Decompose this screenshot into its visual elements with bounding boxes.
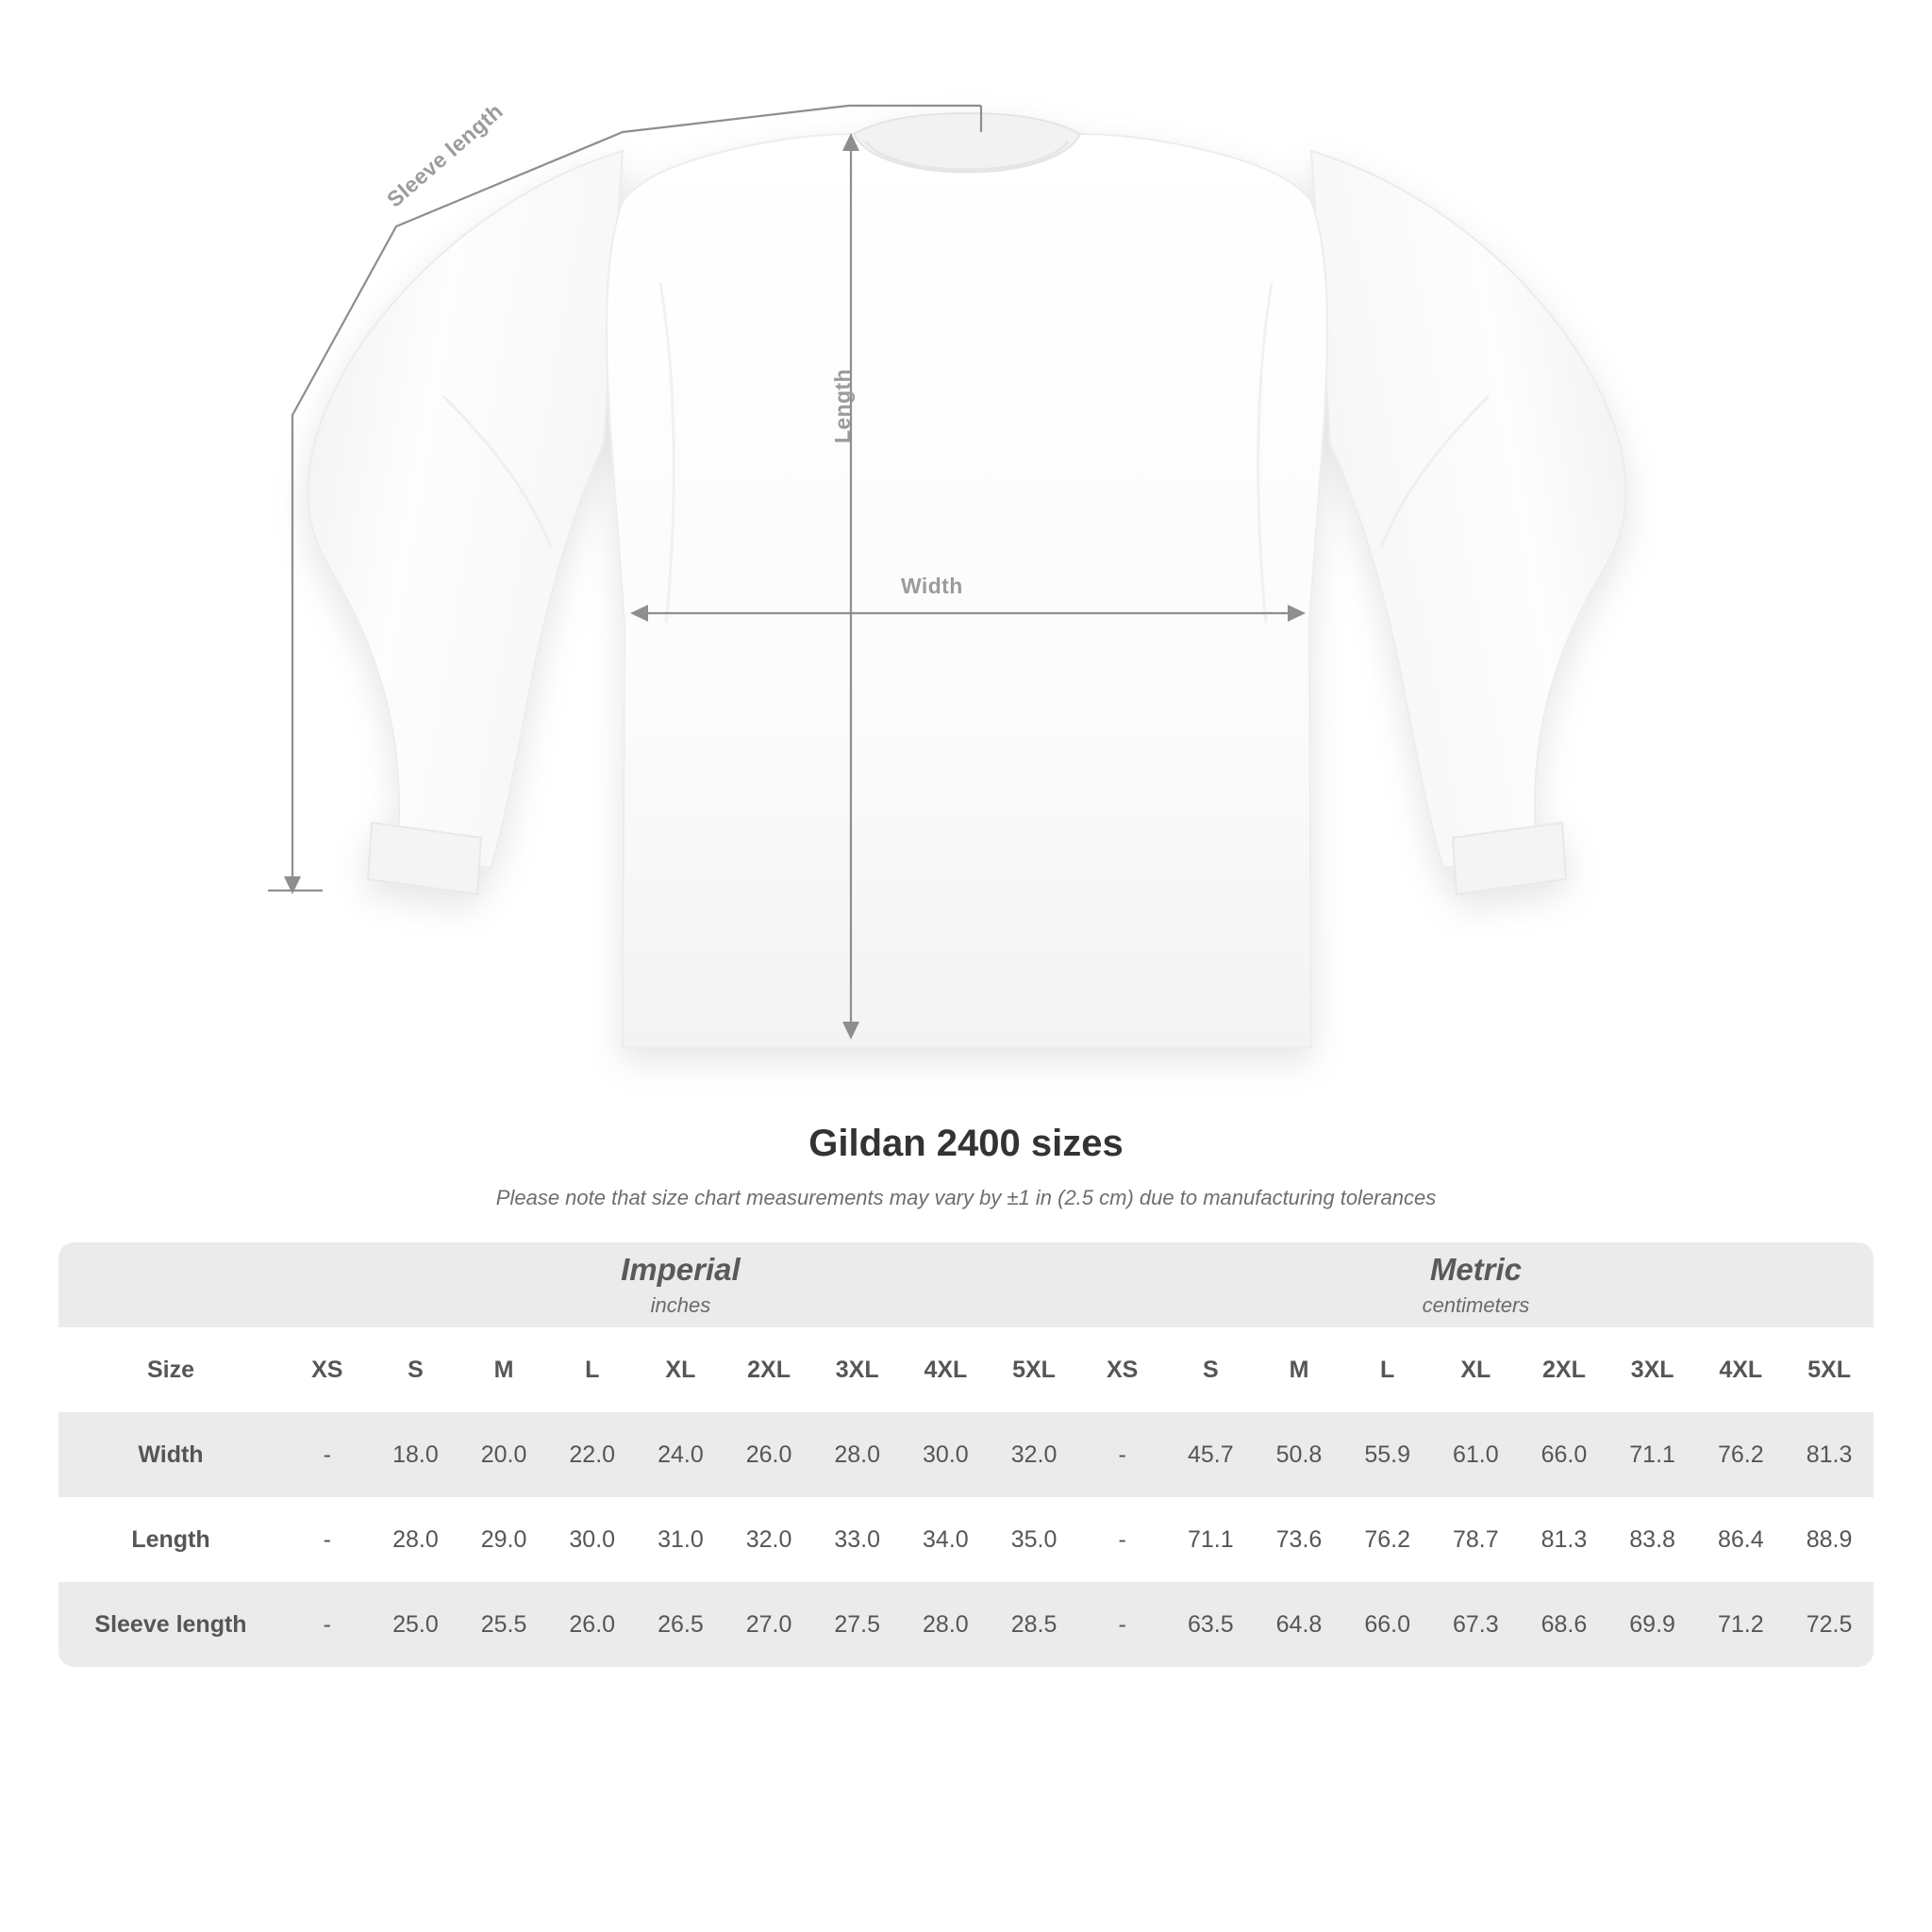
table-row [58, 1582, 1874, 1667]
cell-width-metric-5xl: 81.3 [1785, 1412, 1874, 1497]
size-col-metric-4xl: 4XL [1696, 1327, 1785, 1412]
unit-header-row [58, 1242, 1874, 1327]
sleeve-length-dimension-label: Sleeve length [382, 98, 508, 212]
size-col-metric-xl: XL [1431, 1327, 1520, 1412]
cell-width-imperial-xl: 24.0 [637, 1412, 725, 1497]
size-col-imperial-l: L [548, 1327, 637, 1412]
table-row [58, 1497, 1874, 1582]
unit-sub-metric: centimeters [1422, 1292, 1530, 1317]
cell-sleeve-imperial-m: 25.5 [459, 1582, 548, 1667]
size-col-imperial-3xl: 3XL [813, 1327, 902, 1412]
cell-sleeve-imperial-xl: 26.5 [637, 1582, 725, 1667]
size-col-imperial-xl: XL [637, 1327, 725, 1412]
cell-length-imperial-2xl: 32.0 [724, 1497, 813, 1582]
cell-width-metric-4xl: 76.2 [1696, 1412, 1785, 1497]
cell-length-imperial-m: 29.0 [459, 1497, 548, 1582]
cell-length-metric-xs: - [1078, 1497, 1167, 1582]
cell-sleeve-metric-4xl: 71.2 [1696, 1582, 1785, 1667]
cell-length-imperial-l: 30.0 [548, 1497, 637, 1582]
unit-header-metric [1078, 1242, 1874, 1327]
cell-length-metric-s: 71.1 [1167, 1497, 1256, 1582]
table-row [58, 1412, 1874, 1497]
cell-width-imperial-m: 20.0 [459, 1412, 548, 1497]
size-col-metric-s: S [1167, 1327, 1256, 1412]
size-col-imperial-5xl: 5XL [990, 1327, 1078, 1412]
unit-sub-imperial: inches [650, 1292, 711, 1317]
size-col-imperial-s: S [372, 1327, 460, 1412]
cell-length-imperial-4xl: 34.0 [902, 1497, 991, 1582]
cell-sleeve-metric-s: 63.5 [1167, 1582, 1256, 1667]
cell-sleeve-metric-3xl: 69.9 [1608, 1582, 1697, 1667]
cell-length-metric-2xl: 81.3 [1520, 1497, 1608, 1582]
cell-width-imperial-xs: - [283, 1412, 372, 1497]
unit-name-metric: Metric [1429, 1252, 1523, 1288]
size-col-metric-l: L [1343, 1327, 1432, 1412]
cell-sleeve-imperial-s: 25.0 [372, 1582, 460, 1667]
size-col-imperial-2xl: 2XL [724, 1327, 813, 1412]
cell-sleeve-metric-5xl: 72.5 [1785, 1582, 1874, 1667]
size-col-imperial-4xl: 4XL [902, 1327, 991, 1412]
row-label-width: Width [58, 1412, 283, 1497]
cell-sleeve-metric-xl: 67.3 [1431, 1582, 1520, 1667]
cell-length-metric-3xl: 83.8 [1608, 1497, 1697, 1582]
cell-length-metric-4xl: 86.4 [1696, 1497, 1785, 1582]
cell-sleeve-imperial-5xl: 28.5 [990, 1582, 1078, 1667]
size-col-metric-5xl: 5XL [1785, 1327, 1874, 1412]
cell-sleeve-imperial-xs: - [283, 1582, 372, 1667]
cell-width-imperial-s: 18.0 [372, 1412, 460, 1497]
cell-length-imperial-5xl: 35.0 [990, 1497, 1078, 1582]
size-table [58, 1242, 1874, 1667]
row-label-length: Length [58, 1497, 283, 1582]
cell-length-imperial-s: 28.0 [372, 1497, 460, 1582]
cell-sleeve-metric-m: 64.8 [1255, 1582, 1343, 1667]
page-title: Gildan 2400 sizes [808, 1123, 1124, 1164]
cell-width-imperial-4xl: 30.0 [902, 1412, 991, 1497]
cell-width-imperial-2xl: 26.0 [724, 1412, 813, 1497]
cell-sleeve-metric-2xl: 68.6 [1520, 1582, 1608, 1667]
tolerance-note: Please note that size chart measurements may vary by ±1 in (2.5 cm) due to manufacturing tolerances [495, 1186, 1437, 1209]
cell-sleeve-imperial-4xl: 28.0 [902, 1582, 991, 1667]
cell-sleeve-metric-l: 66.0 [1343, 1582, 1432, 1667]
size-header-row [58, 1327, 1874, 1412]
unit-header-spacer [58, 1242, 283, 1327]
cell-length-metric-l: 76.2 [1343, 1497, 1432, 1582]
unit-header-imperial [283, 1242, 1078, 1327]
cell-length-imperial-xs: - [283, 1497, 372, 1582]
width-dimension-label: Width [901, 574, 963, 598]
size-header-label: Size [58, 1327, 283, 1412]
size-col-metric-xs: XS [1078, 1327, 1167, 1412]
length-dimension-label: Length [830, 368, 855, 443]
cell-length-metric-m: 73.6 [1255, 1497, 1343, 1582]
cell-width-imperial-5xl: 32.0 [990, 1412, 1078, 1497]
cell-width-imperial-l: 22.0 [548, 1412, 637, 1497]
size-col-metric-3xl: 3XL [1608, 1327, 1697, 1412]
cell-sleeve-imperial-3xl: 27.5 [813, 1582, 902, 1667]
cell-width-metric-l: 55.9 [1343, 1412, 1432, 1497]
cell-width-metric-2xl: 66.0 [1520, 1412, 1608, 1497]
cell-width-metric-s: 45.7 [1167, 1412, 1256, 1497]
title-block [0, 1123, 1932, 1210]
cell-sleeve-imperial-l: 26.0 [548, 1582, 637, 1667]
size-col-imperial-m: M [459, 1327, 548, 1412]
cell-length-imperial-xl: 31.0 [637, 1497, 725, 1582]
size-col-imperial-xs: XS [283, 1327, 372, 1412]
cell-width-metric-3xl: 71.1 [1608, 1412, 1697, 1497]
unit-name-imperial: Imperial [621, 1252, 741, 1288]
cell-sleeve-metric-xs: - [1078, 1582, 1167, 1667]
size-col-metric-m: M [1255, 1327, 1343, 1412]
size-col-metric-2xl: 2XL [1520, 1327, 1608, 1412]
size-table-wrapper [58, 1242, 1874, 1667]
cell-width-metric-xl: 61.0 [1431, 1412, 1520, 1497]
row-label-sleeve-length: Sleeve length [58, 1582, 283, 1667]
cell-length-metric-5xl: 88.9 [1785, 1497, 1874, 1582]
cell-width-metric-m: 50.8 [1255, 1412, 1343, 1497]
cell-length-metric-xl: 78.7 [1431, 1497, 1520, 1582]
cell-width-imperial-3xl: 28.0 [813, 1412, 902, 1497]
cell-width-metric-xs: - [1078, 1412, 1167, 1497]
cell-sleeve-imperial-2xl: 27.0 [724, 1582, 813, 1667]
cell-length-imperial-3xl: 33.0 [813, 1497, 902, 1582]
